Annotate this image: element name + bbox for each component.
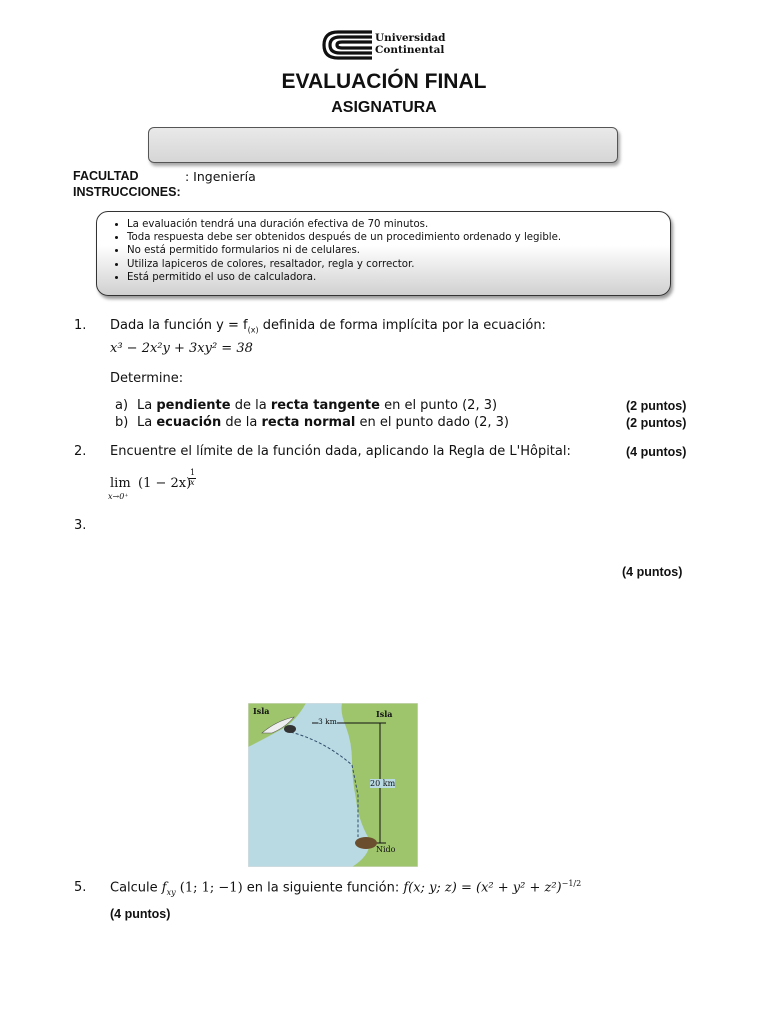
figure-label-isla-right: Isla <box>376 709 393 719</box>
q1-number: 1. <box>74 318 87 333</box>
page-title: EVALUACIÓN FINAL <box>281 70 487 93</box>
q1a-points: (2 puntos) <box>626 399 687 413</box>
q1b-points: (2 puntos) <box>626 416 687 430</box>
q1-text: Dada la función $y = f_{(x)}$ definida de forma implícita por la ecuación: <box>110 318 546 335</box>
q1a-text: La pendiente de la recta tangente en el punto (2, 3) <box>137 398 498 413</box>
q1-equation: x³ − 2x²y + 3xy² = 38 <box>110 341 253 356</box>
q2-number: 2. <box>74 444 87 459</box>
q2-text: Encuentre el límite de la función dada, aplicando la Regla de L'Hôpital: <box>110 444 571 459</box>
instruction-item: • La evaluación tendrá una duración efectiva de 70 minutos. <box>127 218 670 231</box>
instruction-item: • Está permitido el uso de calculadora. <box>127 271 670 284</box>
instruction-item: • No está permitido formularios ni de celulares. <box>127 244 670 257</box>
q5-number: 5. <box>74 880 87 895</box>
figure-label-20km: 20 km <box>370 779 396 788</box>
instructions-list <box>97 212 670 284</box>
figure-label-isla-left: Isla <box>253 706 270 716</box>
q1a-label: a) <box>115 398 129 413</box>
instructions-box <box>96 211 671 296</box>
q5-points: (4 puntos) <box>110 907 171 921</box>
q3-points: (4 puntos) <box>622 565 683 579</box>
q2-points: (4 puntos) <box>626 445 687 459</box>
q1b-label: b) <box>115 415 129 430</box>
subject-box <box>148 127 618 163</box>
figure-label-3km: 3 km <box>318 717 337 726</box>
page-subtitle: ASIGNATURA <box>331 99 437 116</box>
instruction-item: • Toda respuesta debe ser obtenidos después de un procedimiento ordenado y legible. <box>127 231 670 244</box>
instructions-label: INSTRUCCIONES: <box>73 185 181 199</box>
q1b-text: La ecuación de la recta normal en el punto dado (2, 3) <box>137 415 509 430</box>
q1-determine: Determine: <box>110 371 184 386</box>
instruction-item: • Utiliza lapiceros de colores, resaltador, regla y corrector. <box>127 258 670 271</box>
figure-label-nido: Nido <box>376 845 396 854</box>
q3-number: 3. <box>74 518 87 533</box>
university-name: Universidad Continental <box>375 32 446 56</box>
faculty-value: : Ingeniería <box>185 169 256 184</box>
q5-text: Calcule $f_{xy}$ (1; 1; −1) en la siguiente función: f(x; y; $z) = (x^2 + y^2 + z^2)^{-1/2}$ <box>110 879 582 897</box>
faculty-label: FACULTAD <box>73 169 139 183</box>
